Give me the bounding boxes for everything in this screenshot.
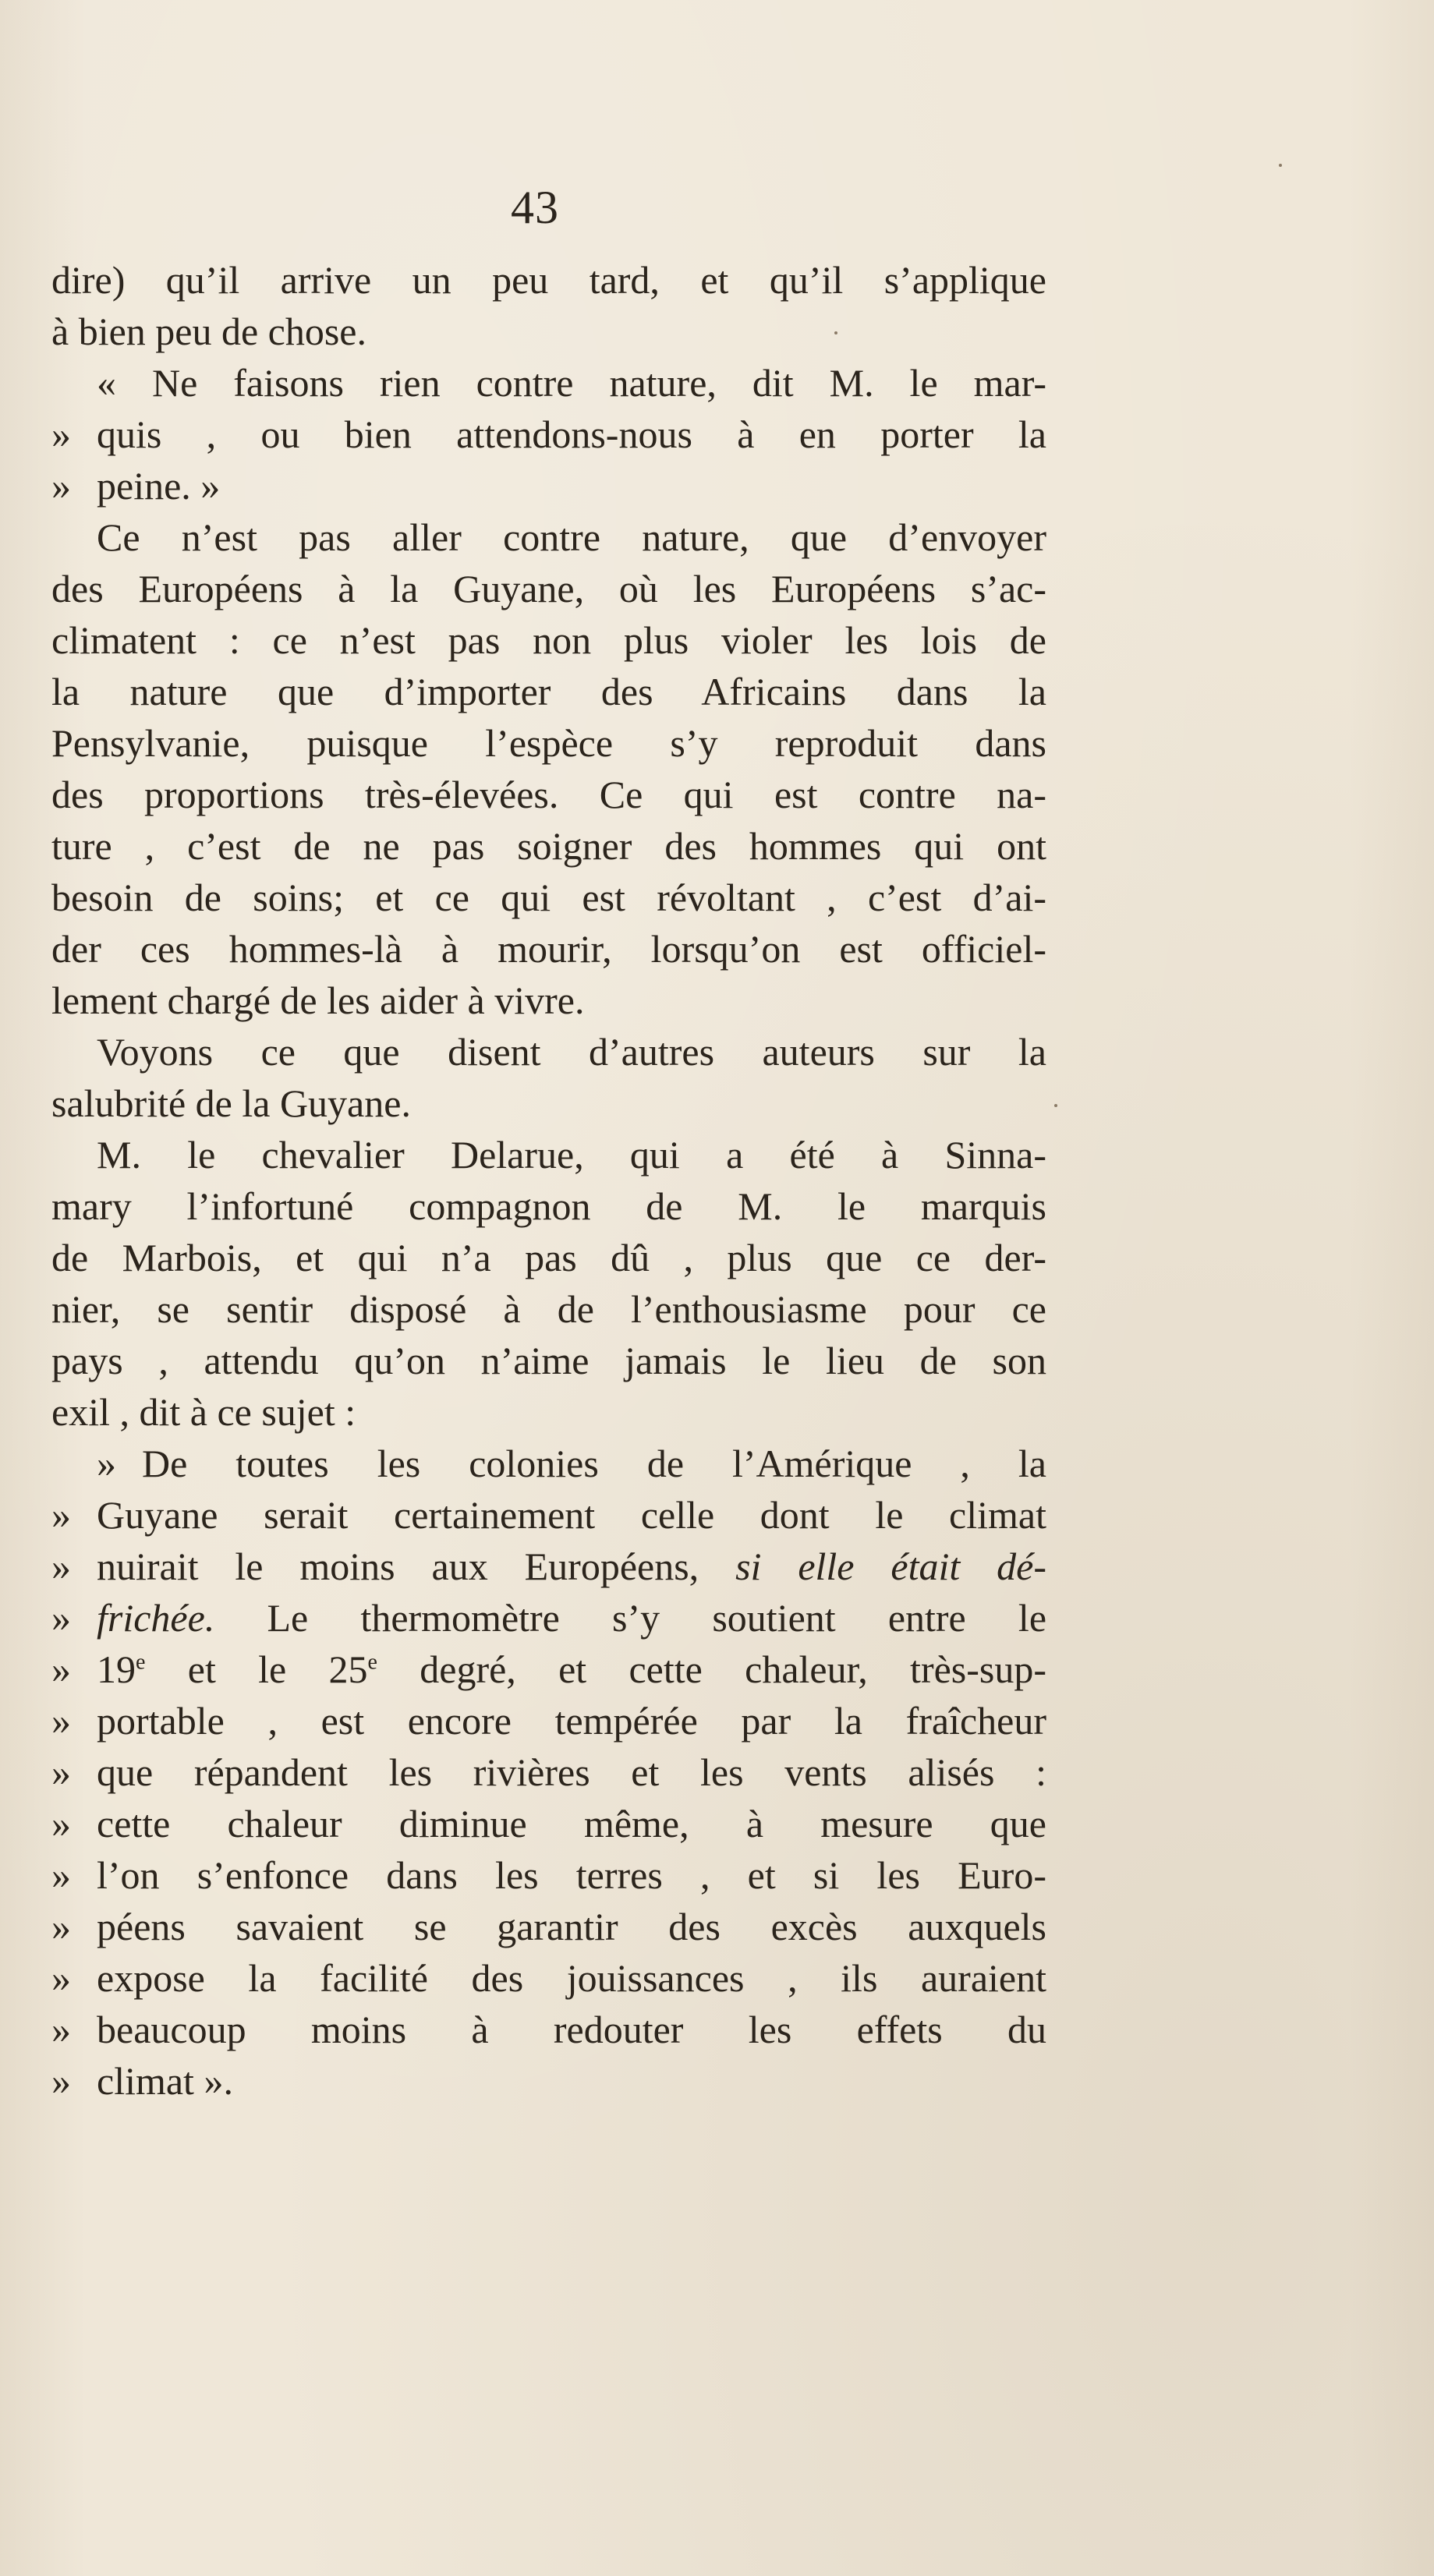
text-line: des Européens à la Guyane, où les Européens s’ac- <box>51 567 1046 610</box>
quote-mark: » <box>51 464 71 508</box>
quote-mark: » <box>51 1905 71 1948</box>
quote-mark: » <box>51 1853 71 1897</box>
quote-mark: » <box>51 1750 71 1794</box>
quote-mark: » <box>51 412 71 456</box>
quoted-line-text: péens savaient se garantir des excès auxquels <box>97 1905 1046 1948</box>
quoted-line <box>51 1644 1046 1695</box>
text-run: 19 <box>97 1647 136 1691</box>
paper-speck <box>834 331 837 334</box>
text-line: salubrité de la Guyane. <box>51 1081 411 1125</box>
quoted-line <box>51 1952 1046 2004</box>
quoted-line <box>51 1746 1046 1798</box>
page-number: 43 <box>511 182 559 233</box>
text-line: de Marbois, et qui n’a pas dû , plus que ce der- <box>51 1236 1046 1279</box>
quoted-line-text: peine. » <box>97 464 221 508</box>
quoted-line <box>51 1849 1046 1901</box>
text-line: exil , dit à ce sujet : <box>51 1390 356 1434</box>
text-line: pays , attendu qu’on n’aime jamais le lieu de son <box>51 1339 1046 1382</box>
quoted-line-text: que répandent les rivières et les vents alisés : <box>97 1750 1046 1794</box>
quoted-line <box>51 1592 1046 1644</box>
quote-mark: » <box>97 1442 116 1485</box>
text-line: Voyons ce que disent d’autres auteurs sur la <box>97 1030 1046 1074</box>
quote-mark: » <box>51 2059 71 2103</box>
text-run: degré, et cette chaleur, très-sup- <box>420 1647 1046 1691</box>
text-line: des proportions très-élevées. Ce qui est contre na- <box>51 773 1046 816</box>
italic-text: si elle était dé- <box>735 1545 1046 1588</box>
quoted-line <box>51 1541 1046 1592</box>
quoted-line <box>51 1489 1046 1541</box>
italic-text: frichée. <box>97 1596 215 1640</box>
text-run: Le thermomètre s’y soutient entre le <box>267 1596 1046 1640</box>
quote-mark: » <box>51 1956 71 2000</box>
quote-mark: » <box>51 1545 71 1588</box>
text-line: « Ne faisons rien contre nature, dit M. le mar- <box>97 361 1046 405</box>
quote-mark: » <box>51 1699 71 1743</box>
quoted-line-text: cette chaleur diminue même, à mesure que <box>97 1802 1046 1845</box>
quote-mark: » <box>51 1802 71 1845</box>
text-line: Pensylvanie, puisque l’espèce s’y reproduit dans <box>51 721 1046 765</box>
text-line: lement chargé de les aider à vivre. <box>51 978 585 1022</box>
quoted-line-text: quis , ou bien attendons-nous à en porter la <box>97 412 1046 456</box>
quoted-line-text: l’on s’enfonce dans les terres , et si les Euro- <box>97 1853 1046 1897</box>
quoted-line-text <box>97 1644 1046 1695</box>
quote-mark: » <box>51 1647 71 1691</box>
quoted-line-text: climat ». <box>97 2059 233 2103</box>
superscript: e <box>367 1650 377 1675</box>
quoted-line <box>51 409 1046 460</box>
text-line: M. le chevalier Delarue, qui a été à Sinna- <box>97 1133 1046 1177</box>
text-line: mary l’infortuné compagnon de M. le marquis <box>51 1184 1046 1228</box>
quoted-line-text: expose la facilité des jouissances , ils auraient <box>97 1956 1046 2000</box>
quoted-line <box>51 1438 1046 1489</box>
text-line: climatent : ce n’est pas non plus violer les lois de <box>51 618 1046 662</box>
quoted-line-text <box>97 1592 1046 1644</box>
text-run: nuirait le moins aux Européens, <box>97 1545 699 1588</box>
quoted-line <box>51 460 1046 511</box>
quoted-line-text: De toutes les colonies de l’Amérique , la <box>142 1442 1046 1485</box>
quoted-line <box>51 2055 1046 2107</box>
text-line: besoin de soins; et ce qui est révoltant , c’est d’ai- <box>51 876 1046 919</box>
text-run: et le 25 <box>187 1647 368 1691</box>
body-text <box>51 254 1046 2107</box>
quote-mark: » <box>51 1493 71 1537</box>
paper-speck <box>1054 1104 1057 1107</box>
text-line: nier, se sentir disposé à de l’enthousiasme pour ce <box>51 1287 1046 1331</box>
quote-mark: » <box>51 2008 71 2051</box>
quoted-line <box>51 1901 1046 1952</box>
quoted-line <box>51 1695 1046 1746</box>
text-line: der ces hommes-là à mourir, lorsqu’on est officiel- <box>51 927 1046 971</box>
text-line: la nature que d’importer des Africains dans la <box>51 670 1046 713</box>
text-line: à bien peu de chose. <box>51 310 367 353</box>
quoted-line <box>51 1798 1046 1849</box>
paper-speck <box>1279 164 1282 167</box>
quoted-line-text: portable , est encore tempérée par la fraîcheur <box>97 1699 1046 1743</box>
text-line: ture , c’est de ne pas soigner des hommes qui ont <box>51 824 1046 868</box>
text-line: Ce n’est pas aller contre nature, que d’envoyer <box>97 515 1046 559</box>
quoted-line-text: Guyane serait certainement celle dont le climat <box>97 1493 1046 1537</box>
quoted-line <box>51 2004 1046 2055</box>
text-line: dire) qu’il arrive un peu tard, et qu’il s’applique <box>51 258 1046 302</box>
quote-mark: » <box>51 1596 71 1640</box>
quoted-line-text <box>97 1541 1046 1592</box>
superscript: e <box>136 1650 146 1675</box>
quoted-line-text: beaucoup moins à redouter les effets du <box>97 2008 1046 2051</box>
